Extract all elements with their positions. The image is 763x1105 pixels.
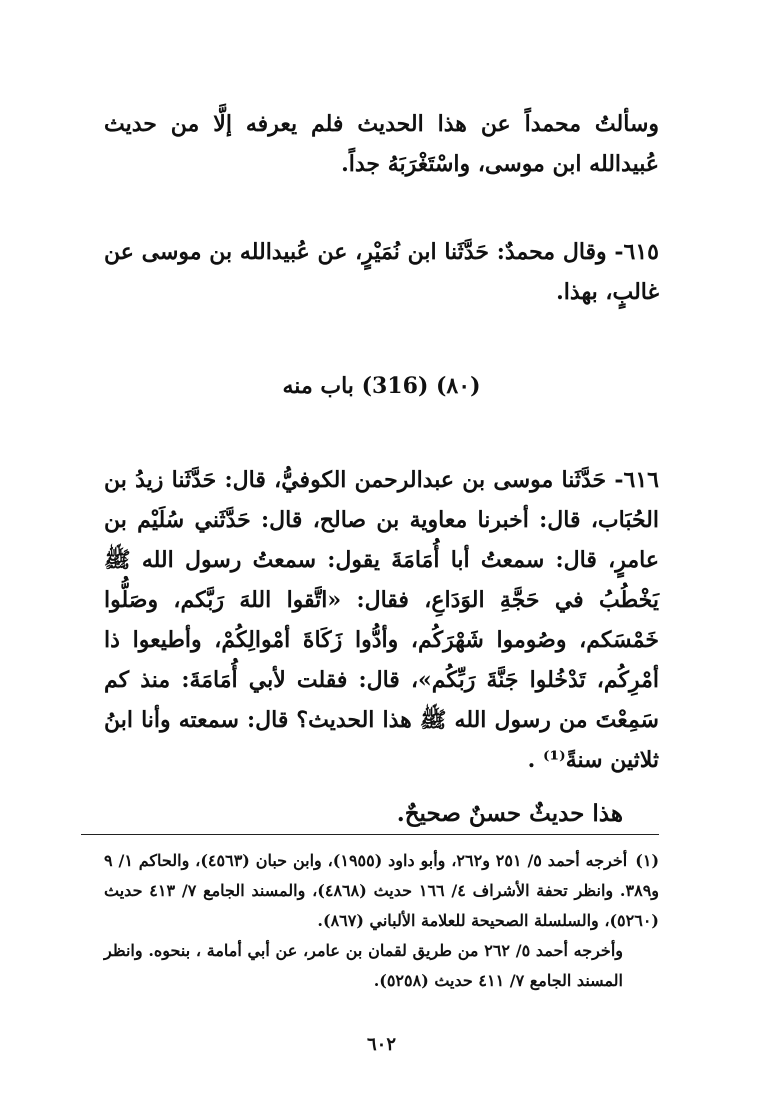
- paragraph-hadith-616: [104, 460, 659, 780]
- paragraph-1: [104, 104, 659, 184]
- footnotes: [104, 846, 659, 996]
- footnote-1-text: أخرجه أحمد ٥/ ٢٥١ و٢٦٢، وأبو داود (١٩٥٥)، وابن حبان (٤٥٦٣)، والحاكم ١/ ٩ و٣٨٩. وانظر تحفة الأشراف ٤/ ١٦٦ حديث (٤٨٦٨)، والمسند الجامع ٧/ ٤١٣ حديث (٥٢٦٠)، والسلسلة الصحيحة للعلامة الألباني (٨٦٧).: [104, 851, 660, 930]
- section-heading: (٨٠) (316) باب منه: [282, 373, 481, 399]
- footnote-divider: [81, 834, 659, 835]
- paragraph-hadith-615: [104, 232, 659, 312]
- footnote-1-continuation-text: وأخرجه أحمد ٥/ ٢٦٢ من طريق لقمان بن عامر، عن أبي أمامة ، بنحوه. وانظر المسند الجامع ٧/ ٤١١ حديث (٥٢٥٨).: [104, 941, 623, 990]
- page-number: ٦٠٢: [366, 1034, 396, 1055]
- footnote-marker: (١): [635, 851, 660, 870]
- paragraph-1-text: وسألتُ محمداً عن هذا الحديث فلم يعرفه إلَّا من حديث عُبيدالله ابن موسى، واسْتَغْرَبَهُ جداً.: [104, 111, 659, 177]
- paragraph-hadith-615-text: ٦١٥- وقال محمدٌ: حَدَّثَنا ابن نُمَيْرٍ، عن عُبيدالله بن موسى عن غالبٍ، بهذا.: [104, 239, 659, 305]
- footnote-1-continuation: [104, 936, 659, 996]
- footnote-1: [104, 846, 659, 936]
- paragraph-hadith-616-text: ٦١٦- حَدَّثَنا موسى بن عبدالرحمن الكوفيُّ، قال: حَدَّثَنا زيدُ بن الحُبَاب، قال: أخبرنا معاوية بن صالح، قال: حَدَّثَني سُلَيْم بن عامرٍ، قال: سمعتُ أبا أُمَامَةَ يقول: سمعتُ رسول الله ﷺ يَخْطُبُ في حَجَّةِ الوَدَاعِ، فقال: «اتَّقوا اللهَ رَبَّكم، وصَلُّوا خَمْسَكم، وصُوموا شَهْرَكُم، وأدُّوا زَكَاةَ أمْوالِكُمْ، وأطيعوا ذا أمْرِكُم، تَدْخُلوا جَنَّةَ رَبِّكُم»، قال: فقلت لأبي أُمَامَةَ: منذ كم سَمِعْتَ من رسول الله ﷺ هذا الحديث؟ قال: سمعته وأنا ابنُ ثلاثين سنةً⁽¹⁾ .: [104, 467, 659, 773]
- hadith-verdict: هذا حديثٌ حسنٌ صحيحٌ.: [396, 800, 623, 827]
